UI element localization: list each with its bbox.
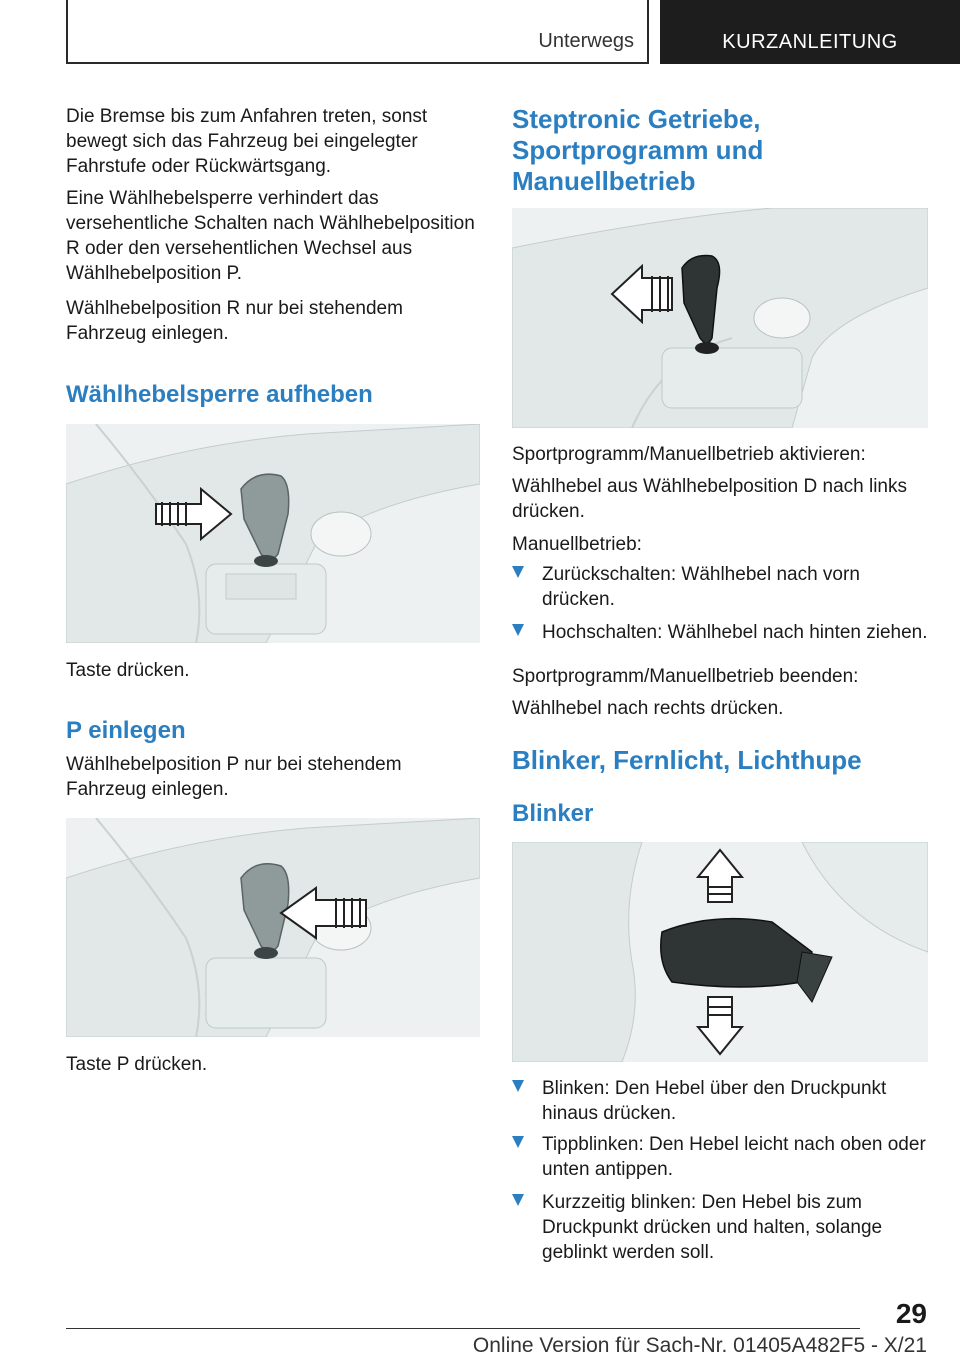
bullet-triangle-icon [512, 1194, 524, 1206]
page-number: 29 [895, 1298, 927, 1329]
bullet-triangle-icon [512, 1080, 524, 1092]
footer-divider [66, 1328, 860, 1329]
bullet-triangle-icon [512, 624, 524, 636]
caption-taste-p-druecken: Taste P drücken. [66, 1054, 208, 1075]
figure-gear-lever-manual [512, 208, 928, 428]
bullet-triangle-icon [512, 1136, 524, 1148]
header-chapter-tab: KURZANLEITUNG [660, 0, 960, 64]
intro-paragraph-1: Die Bremse bis zum Anfahren treten, sonst bewegt sich das Fahrzeug bei eingelegter Fahrstufe oder Rückwärtsgang. [66, 106, 428, 177]
gear-lever-illustration-2 [66, 818, 480, 1037]
intro-paragraph-2: Eine Wählhebelsperre verhindert das versehentliche Schalten nach Wählhebelposition R oder den versehentlichen Wechsel aus Wählhebelposition P. [66, 188, 475, 284]
gear-lever-illustration-3 [512, 208, 928, 428]
activate-text: Wählhebel aus Wählhebelposition D nach links drücken. [512, 476, 908, 522]
figure-gear-lever-park [66, 818, 480, 1037]
list-item [512, 1132, 932, 1182]
blinker-bullet-text: Kurzzeitig blinken: Den Hebel bis zum Druckpunkt drücken und halten, solange geblinkt werden soll. [542, 1192, 883, 1263]
header-section-title: Unterwegs [538, 30, 634, 52]
list-item [512, 562, 932, 612]
manual-label: Manuellbetrieb: [512, 534, 642, 555]
heading-blinker: Blinker [512, 800, 594, 827]
caption-taste-druecken: Taste drücken. [66, 660, 190, 681]
heading-p-einlegen: P einlegen [66, 717, 186, 744]
heading-steptronic: Steptronic Getriebe, Sportprogramm und Manuellbetrieb [512, 104, 764, 196]
bullet-triangle-icon [512, 566, 524, 578]
heading-blinker-fernlicht: Blinker, Fernlicht, Lichthupe [512, 745, 862, 775]
blinker-bullet-text: Tippblinken: Den Hebel leicht nach oben oder unten antippen. [542, 1134, 926, 1180]
figure-turn-signal-lever [512, 842, 928, 1062]
list-item [512, 620, 960, 645]
manual-bullet-text: Zurückschalten: Wählhebel nach vorn drücken. [542, 564, 860, 610]
footer-version-text: Online Version für Sach-Nr. 01405A482F5 - X/21 [472, 1334, 927, 1357]
blinker-bullet-text: Blinken: Den Hebel über den Druckpunkt hinaus drücken. [542, 1078, 887, 1124]
intro-paragraph-3: Wählhebelposition R nur bei stehendem Fahrzeug einlegen. [66, 298, 403, 344]
gear-lever-illustration-1 [66, 424, 480, 643]
list-item [512, 1076, 942, 1126]
p-einlegen-text: Wählhebelposition P nur bei stehendem Fahrzeug einlegen. [66, 754, 402, 800]
manual-bullet-text: Hochschalten: Wählhebel nach hinten ziehen. [542, 622, 928, 643]
figure-gear-lever-unlock [66, 424, 480, 643]
end-label: Sportprogramm/Manuellbetrieb beenden: [512, 666, 859, 687]
end-text: Wählhebel nach rechts drücken. [512, 698, 784, 719]
heading-waehlhebelsperre: Wählhebelsperre aufheben [66, 381, 373, 408]
list-item [512, 1190, 942, 1265]
turn-signal-illustration [512, 842, 928, 1062]
activate-label: Sportprogramm/Manuellbetrieb aktivieren: [512, 444, 866, 465]
